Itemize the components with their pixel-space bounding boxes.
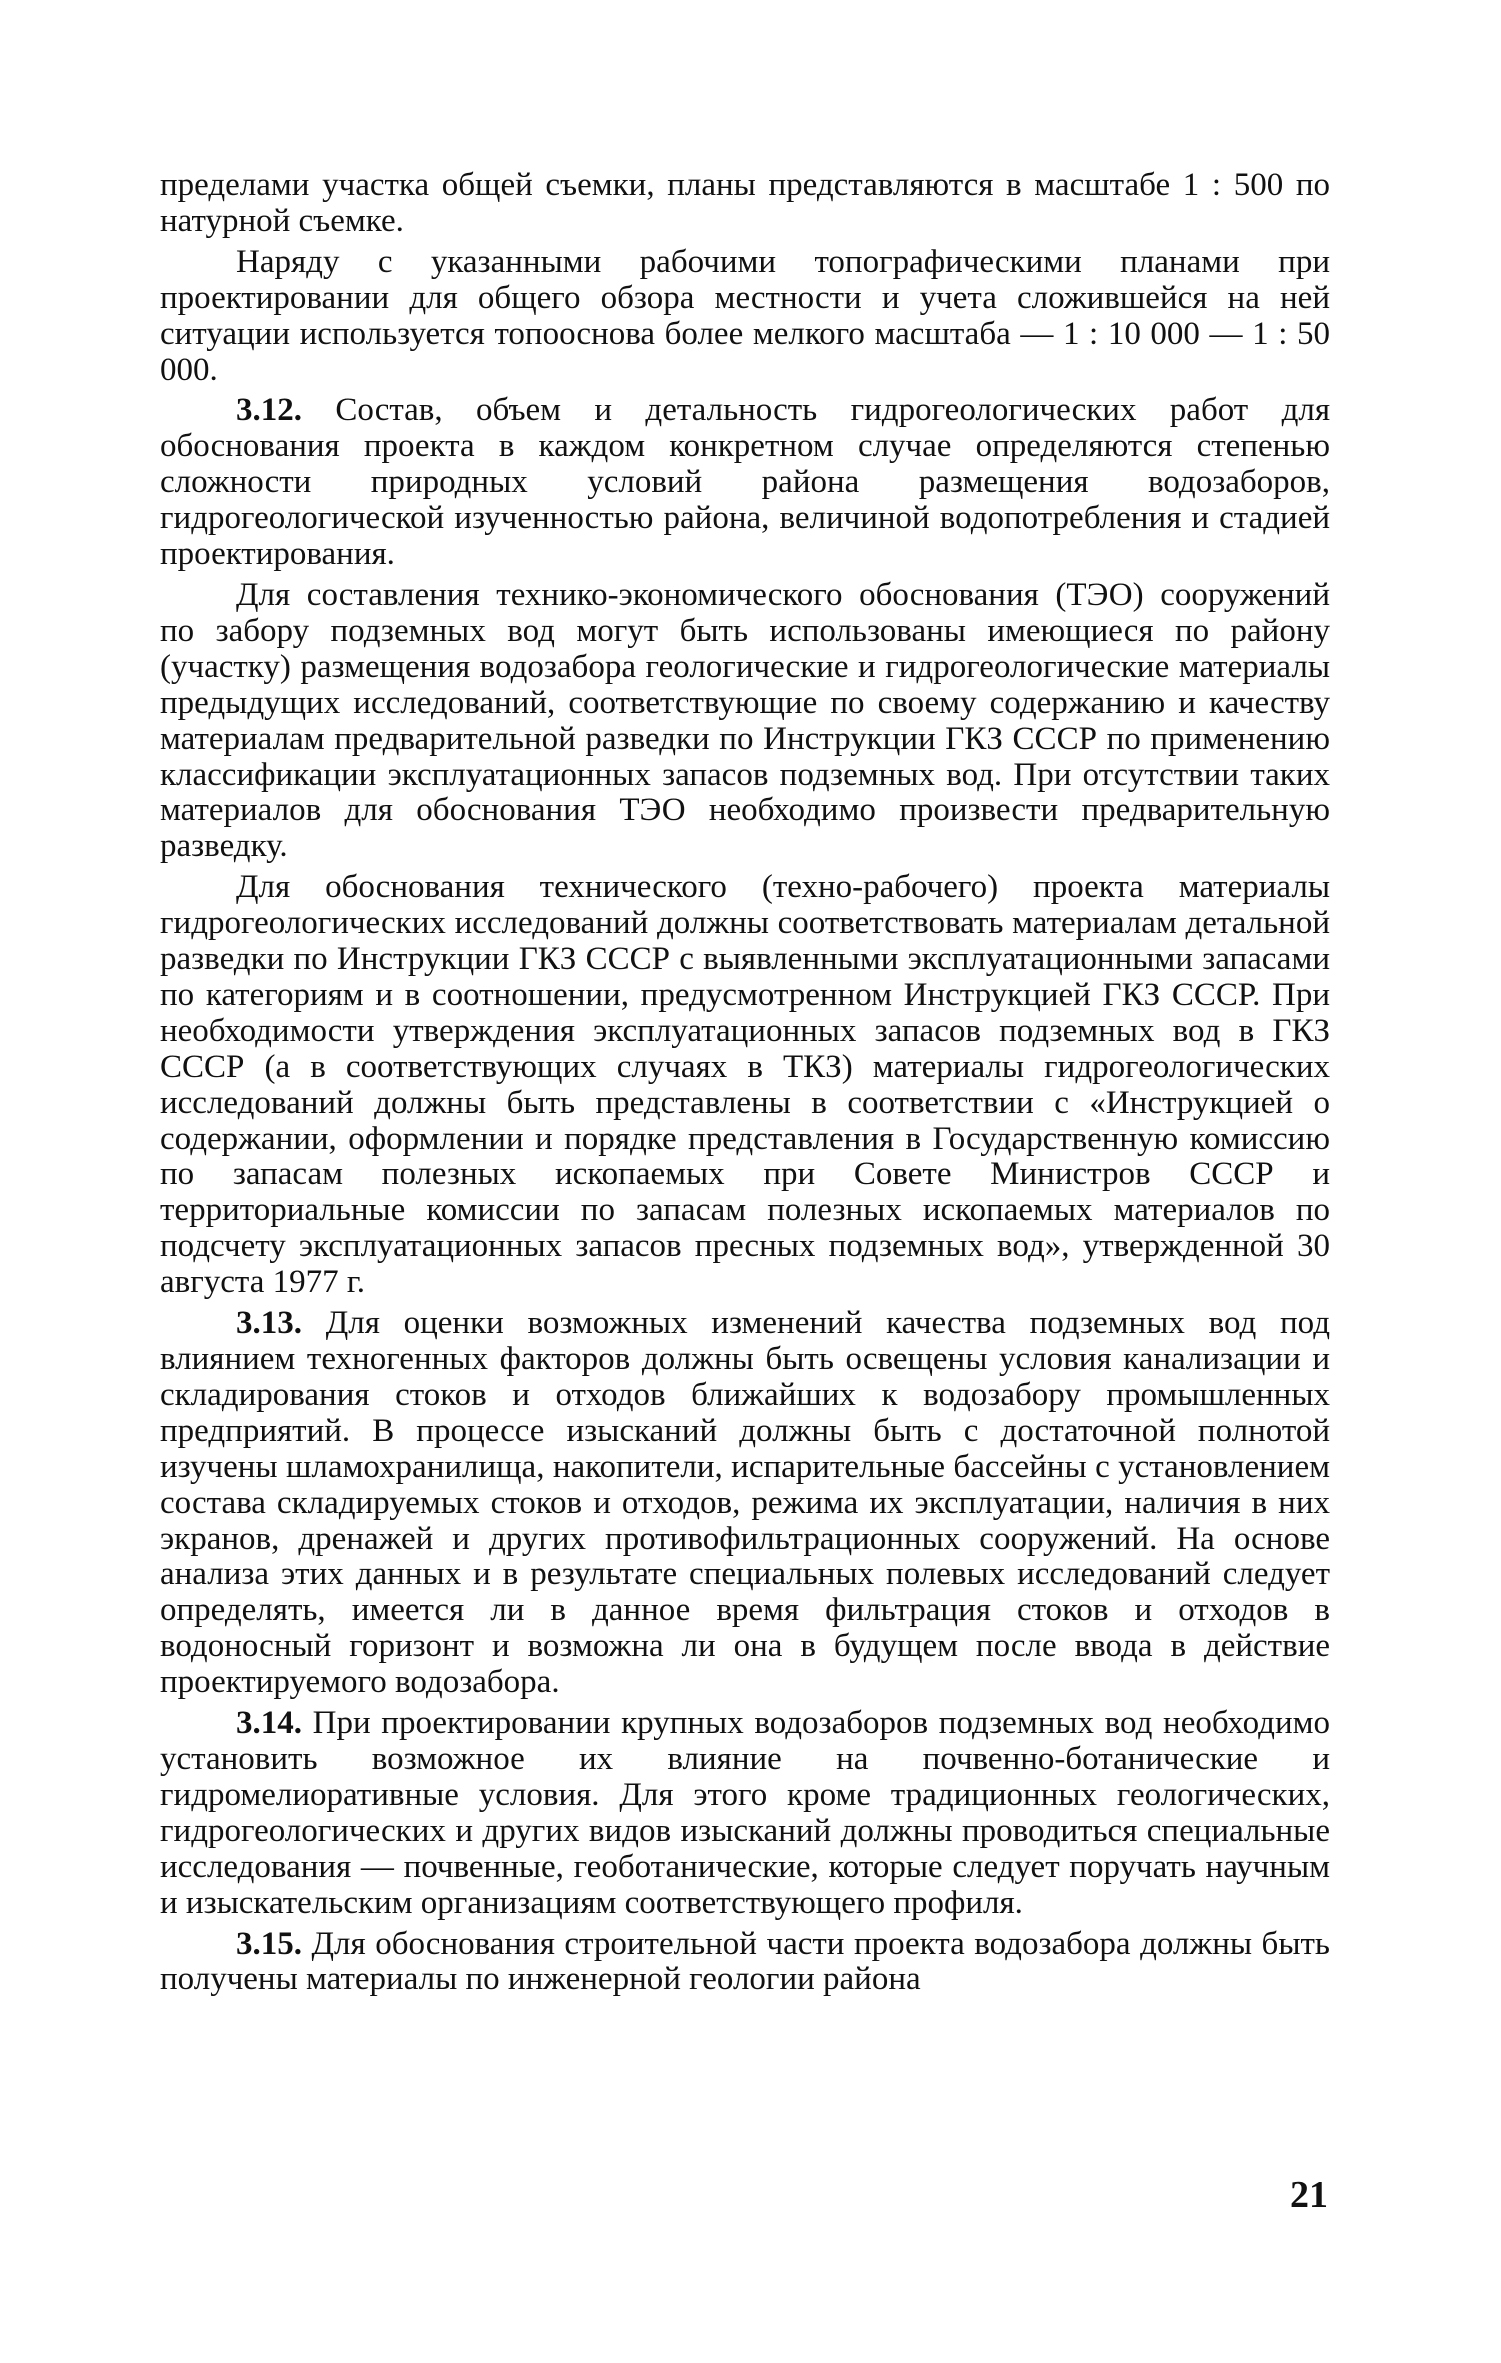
paragraph-text: пределами участка общей съемки, планы представляются в масштабе 1 : 500 по натурной съемке.: [160, 167, 1330, 239]
body-text: [160, 168, 1330, 1998]
paragraph-3-15: [160, 1927, 1330, 1999]
section-number: 3.12.: [236, 392, 302, 429]
paragraph-text: Состав, объем и детальность гидрогеологических работ для обоснования проекта в каждом конкретном случае определяются степенью сложности природных условий района размещения водозаборов, гидрогеологической изученностью района, величиной водопотребления и стадией проектирования.: [160, 392, 1331, 573]
paragraph-text: Для обоснования строительной части проекта водозабора должны быть получены материалы по инженерной геологии района: [160, 1925, 1330, 1998]
paragraph-topography: [160, 245, 1330, 389]
paragraph-text: Для обоснования технического (техно-рабочего) проекта материалы гидрогеологических исследований должны соответствовать материалам детальной разведки по Инструкции ГКЗ СССР с выявленными эксплуатационными запасами по категориям и в соотношении, предусмотренном Инструкцией ГКЗ СССР. При необходимости утверждения эксплуатационных запасов подземных вод в ГКЗ СССР (а в соответствующих случаях в ТКЗ) материалы гидрогеологических исследований должны быть представлены в соответствии с «Инструкцией о содержании, оформлении и порядке представления в Государственную комиссию по запасам полезных ископаемых при Совете Министров СССР и территориальные комиссии по запасам полезных ископаемых материалов по подсчету эксплуатационных запасов пресных подземных вод», утвержденной 30 августа 1977 г.: [160, 869, 1330, 1301]
page-number: 21: [1290, 2174, 1328, 2216]
paragraph-3-12: [160, 393, 1330, 573]
paragraph-3-14: [160, 1706, 1330, 1921]
section-number: 3.13.: [236, 1305, 302, 1342]
section-number: 3.15.: [236, 1925, 302, 1962]
paragraph-text: Наряду с указанными рабочими топографическими планами при проектировании для общего обзора местности и учета сложившейся на ней ситуации используется топооснова более мелкого масштаба — 1 : 10 000 — 1 : 50 000.: [160, 243, 1330, 388]
paragraph-continuation: [160, 168, 1330, 240]
paragraph-text: Для составления технико-экономического обоснования (ТЭО) сооружений по забору подземных вод могут быть использованы имеющиеся по району (участку) размещения водозабора геологические и гидрогеологические материалы предыдущих исследований, соответствующие по своему содержанию и качеству материалам предварительной разведки по Инструкции ГКЗ СССР по применению классификации эксплуатационных запасов подземных вод. При отсутствии таких материалов для обоснования ТЭО необходимо произвести предварительную разведку.: [160, 576, 1330, 865]
paragraph-text: При проектировании крупных водозаборов подземных вод необходимо установить возможное их влияние на почвенно-ботанические и гидромелиоративные условия. Для этого кроме традиционных геологических, гидрогеологических и других видов изысканий должны проводиться специальные исследования — почвенные, геоботанические, которые следует поручать научным и изыскательским организациям соответствующего профиля.: [160, 1705, 1330, 1921]
paragraph-teo: [160, 578, 1330, 865]
section-number: 3.14.: [236, 1705, 302, 1742]
paragraph-text: Для оценки возможных изменений качества подземных вод под влиянием техногенных факторов должны быть освещены условия канализации и складирования стоков и отходов ближайших к водозабору промышленных предприятий. В процессе изысканий должны быть с достаточной полнотой изучены шламохранилища, накопители, испарительные бассейны с установлением состава складируемых стоков и отходов, режима их эксплуатации, наличия в них экранов, дренажей и других противофильтрационных сооружений. На основе анализа этих данных и в результате специальных полевых исследований следует определять, имеется ли в данное время фильтрация стоков и отходов в водоносный горизонт и возможна ли она в будущем после ввода в действие проектируемого водозабора.: [160, 1305, 1330, 1701]
paragraph-3-13: [160, 1306, 1330, 1701]
paragraph-technical-project: [160, 870, 1330, 1301]
